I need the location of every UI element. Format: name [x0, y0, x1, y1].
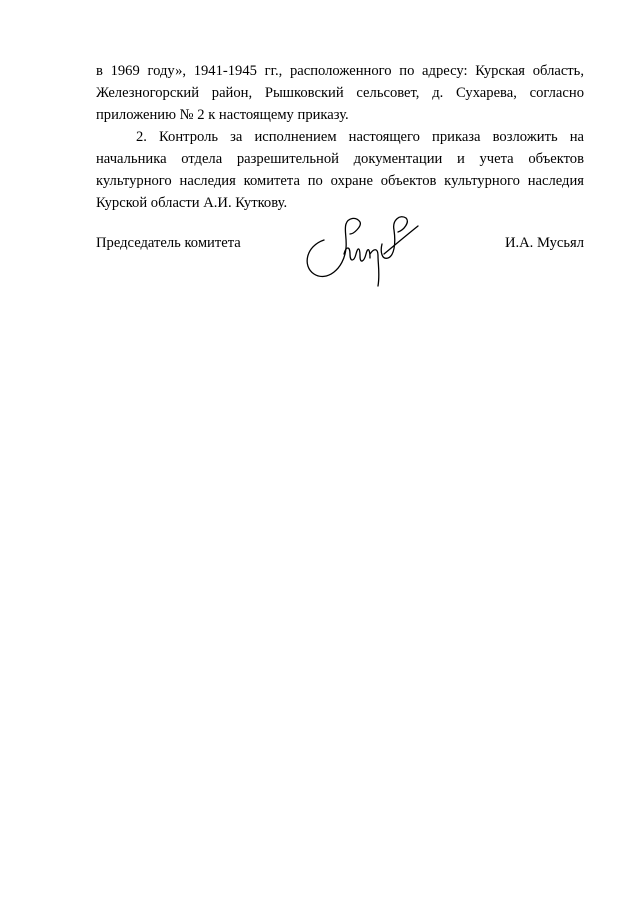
signature-block: [96, 232, 584, 302]
paragraph-control-clause: 2. Контроль за исполнением настоящего приказа возложить на начальника отдела разрешительной документации и учета объектов культурного наследия комитета по охране объектов культурного наследия Курской области А.И. Куткову.: [96, 129, 584, 211]
document-body: [96, 60, 584, 214]
signatory-name: И.А. Мусьял: [504, 235, 584, 251]
handwritten-signature-icon: [300, 208, 420, 292]
signatory-position: Председатель комитета: [96, 235, 241, 251]
paragraph-continuation: в 1969 году», 1941-1945 гг., расположенного по адресу: Курская область, Железногорский район, Рышковский сельсовет, д. Сухарева, согласно приложению № 2 к настоящему приказу.: [96, 63, 584, 123]
